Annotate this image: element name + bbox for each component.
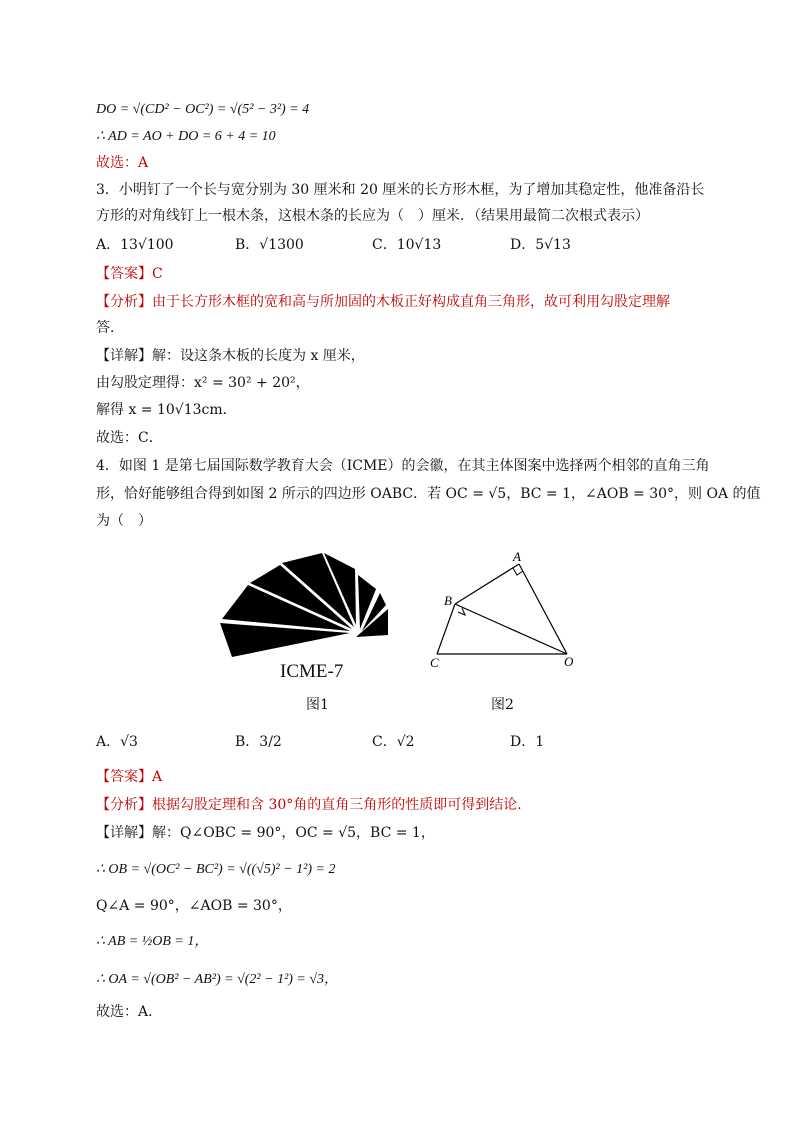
label-b: B	[444, 593, 452, 608]
q4-detail-line-1: 【详解】解：Q∠OBC = 90°，OC = √5，BC = 1，	[96, 825, 435, 841]
q3-detail-line-2: 由勾股定理得：x² = 30² + 20²，	[96, 375, 310, 391]
q4-option-b: B．3/2	[235, 734, 282, 750]
label-a: A	[513, 549, 521, 564]
q3-stem-line-1: 3．小明钉了一个长与宽分别为 30 厘米和 20 厘米的长方形木框，为了增加其稳定性，他准备沿长	[96, 182, 705, 198]
q4-detail-line-4: ∴ AB = ½OB = 1，	[96, 934, 209, 949]
q4-answer: 【答案】A	[96, 769, 163, 785]
q3-choice: 故选：C．	[96, 430, 163, 446]
q3-detail-line-3: 解得 x = 10√13cm．	[96, 402, 237, 418]
q3-analysis-line-1: 【分析】由于长方形木框的宽和高与所加固的木板正好构成直角三角形，故可利用勾股定理解	[96, 294, 670, 310]
q4-detail-line-2: ∴ OB = √(OC² − BC²) = √((√5)² − 1²) = 2	[96, 862, 336, 877]
q4-analysis: 【分析】根据勾股定理和含 30°角的直角三角形的性质即可得到结论．	[96, 797, 532, 813]
prev-solution-line-1: DO = √(CD² − OC²) = √(5² − 3²) = 4	[96, 102, 310, 117]
icme-logo-figure	[210, 545, 400, 690]
q3-stem-line-2: 方形的对角线钉上一根木条，这根木条的长应为（ ）厘米．（结果用最简二次根式表示）	[96, 208, 649, 224]
q3-option-b: B．√1300	[235, 237, 304, 253]
q4-option-a: A．√3	[96, 734, 138, 750]
prev-choice: 故选：A	[96, 155, 149, 171]
q3-detail-line-1: 【详解】解：设这条木板的长度为 x 厘米，	[96, 348, 365, 364]
label-c: C	[430, 655, 439, 670]
right-angle-mark-b	[458, 608, 465, 615]
q3-option-c: C．10√13	[372, 237, 442, 253]
segment-ba	[455, 564, 519, 604]
label-o: O	[564, 654, 574, 669]
fig1-caption: 图1	[306, 697, 329, 713]
logo-text: ICME-7	[280, 661, 344, 682]
q4-option-c: C．√2	[372, 734, 415, 750]
quadrilateral-figure	[425, 548, 585, 673]
q4-stem-line-2: 形，恰好能够组合得到如图 2 所示的四边形 OABC．若 OC = √5，BC = 1，∠AOB = 30°，则 OA 的值	[96, 486, 761, 502]
q4-detail-line-3: Q∠A = 90°，∠AOB = 30°，	[96, 898, 292, 914]
q4-stem-line-1: 4．如图 1 是第七届国际数学教育大会（ICME）的会徽，在其主体图案中选择两个相邻的直角三角	[96, 458, 710, 474]
segment-ao	[519, 564, 567, 654]
q4-choice: 故选：A．	[96, 1004, 163, 1020]
q3-answer: 【答案】C	[96, 266, 163, 282]
q4-detail-line-5: ∴ OA = √(OB² − AB²) = √(2² − 1²) = √3，	[96, 972, 339, 987]
q3-option-d: D．5√13	[510, 237, 571, 253]
q3-analysis-line-2: 答．	[96, 320, 124, 336]
segment-cb	[437, 604, 455, 654]
segment-bo	[455, 604, 567, 654]
prev-solution-line-2: ∴ AD = AO + DO = 6 + 4 = 10	[96, 129, 276, 144]
fig2-caption: 图2	[491, 697, 514, 713]
q3-option-a: A．13√100	[96, 237, 174, 253]
q4-option-d: D．1	[510, 734, 545, 750]
q4-stem-line-3: 为（ ）	[96, 513, 152, 529]
